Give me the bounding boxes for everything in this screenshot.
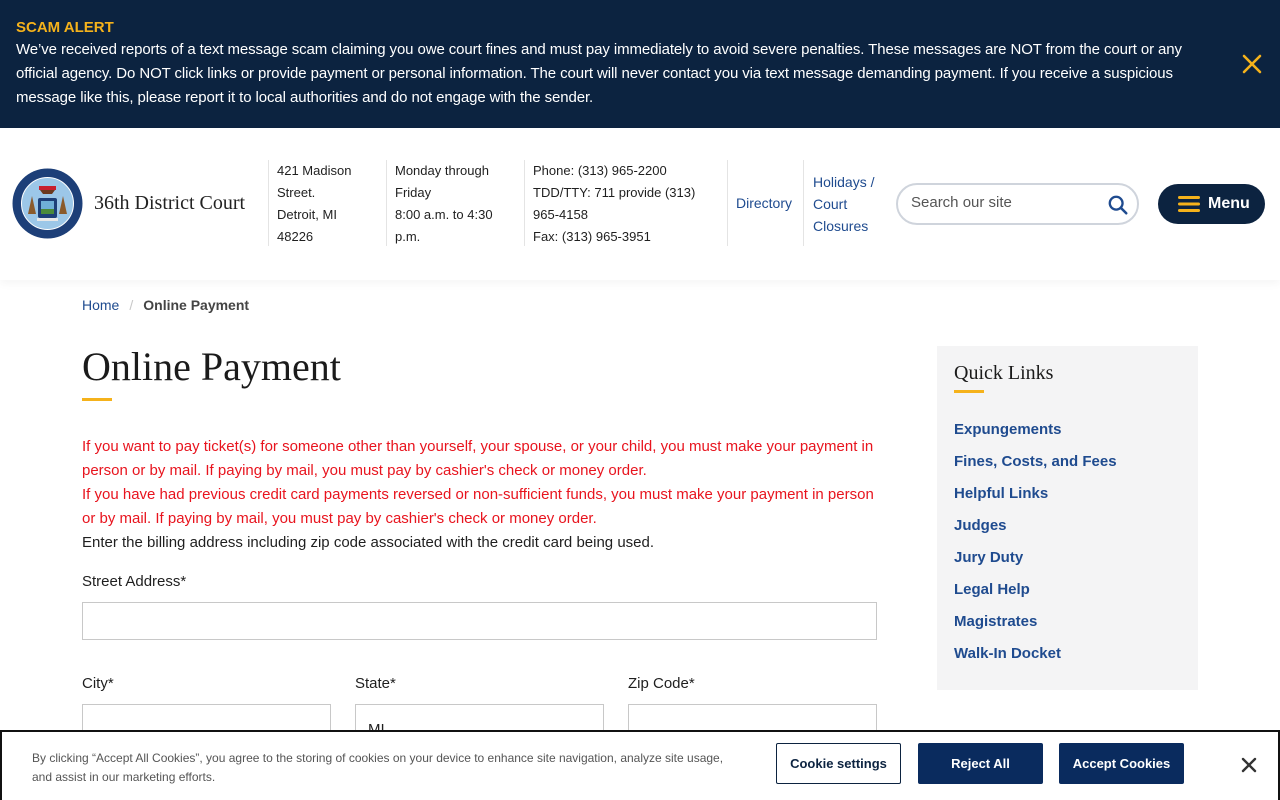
quick-link-magistrates[interactable]: Magistrates [954, 613, 1038, 630]
menu-label: Menu [1208, 195, 1250, 212]
breadcrumb-home[interactable]: Home [82, 297, 120, 313]
quick-link-helpful-links[interactable]: Helpful Links [954, 485, 1049, 502]
close-icon [1240, 52, 1264, 76]
reject-all-button[interactable]: Reject All [918, 743, 1043, 784]
address-line: Street. [277, 185, 316, 200]
cookie-consent-banner [0, 730, 1280, 800]
payment-notices [82, 435, 882, 555]
quick-link-expungements[interactable]: Expungements [954, 421, 1062, 438]
home-logo-link[interactable] [12, 168, 83, 239]
directory-col [727, 160, 803, 246]
hamburger-icon [1178, 195, 1200, 213]
link-text: Court [813, 196, 848, 212]
quick-links-panel [937, 346, 1198, 690]
quick-link-walk-in-docket[interactable]: Walk-In Docket [954, 645, 1061, 662]
cookie-text: By clicking “Accept All Cookies”, you agree to the storing of cookies on your device to enhance site navigation, analyze site usage, and assist in our marketing efforts. [32, 751, 724, 784]
hours-block [386, 160, 524, 246]
fax-line: Fax: (313) 965-3951 [533, 229, 651, 244]
street-address-input[interactable] [82, 602, 877, 640]
alert-title: SCAM ALERT [16, 19, 114, 36]
search-icon[interactable] [1107, 194, 1129, 216]
quick-link-fines-costs-fees[interactable]: Fines, Costs, and Fees [954, 453, 1117, 470]
holidays-closures-link[interactable] [813, 171, 883, 237]
quick-link-jury-duty[interactable]: Jury Duty [954, 549, 1024, 566]
quick-links-list [954, 418, 1117, 674]
link-text: Holidays / [813, 174, 875, 190]
menu-button[interactable] [1158, 184, 1265, 224]
page-title: Online Payment [82, 344, 341, 389]
alert-text: We’ve received reports of a text message scam claiming you owe court fines and must pay immediately to avoid severe penalties. These messages are NOT from the court or any official agency. Do NOT click links or provide payment or personal information. The court will never contact you via text message demanding payment. If you receive a suspicious message like this, please report it to local authorities and do not engage with the sender. [16, 41, 1182, 106]
address-line: 48226 [277, 229, 314, 244]
tty-line: 965-4158 [533, 207, 588, 222]
notice-third-party: If you want to pay ticket(s) for someone other than yourself, your spouse, or your child, you must make your payment in person or by mail. If paying by mail, you must pay by cashier's check or money order. [82, 438, 874, 479]
billing-instructions: Enter the billing address including zip code associated with the credit card being used. [82, 534, 655, 551]
breadcrumb-separator: / [129, 297, 134, 313]
site-header [0, 128, 1280, 280]
hours-line: Monday through [395, 163, 489, 178]
address-line: Detroit, MI [277, 207, 337, 222]
notice-reversed-payments: If you have had previous credit card payments reversed or non-sufficient funds, you must make your payment in person or by mail. If paying by mail, you must pay by cashier's check or money order. [82, 486, 874, 527]
zip-code-label: Zip Code* [628, 675, 695, 692]
state-label: State* [355, 675, 396, 692]
quick-link-legal-help[interactable]: Legal Help [954, 581, 1030, 598]
close-icon [1238, 754, 1260, 776]
court-seal-icon [12, 168, 83, 239]
title-underline [82, 398, 112, 401]
link-text: Closures [813, 218, 869, 234]
directory-link[interactable]: Directory [736, 195, 793, 211]
phone-line: Phone: (313) 965-2200 [533, 163, 667, 178]
hours-line: Friday [395, 185, 432, 200]
hours-line: p.m. [395, 229, 421, 244]
hours-line: 8:00 a.m. to 4:30 [395, 207, 493, 222]
scam-alert-banner [0, 0, 1280, 128]
cookie-close-button[interactable] [1238, 754, 1260, 776]
accept-cookies-button[interactable]: Accept Cookies [1059, 743, 1184, 784]
quick-links-title: Quick Links [954, 362, 1054, 384]
breadcrumb-current: Online Payment [143, 297, 250, 313]
address-block [268, 160, 386, 246]
city-label: City* [82, 675, 114, 692]
tty-line: TDD/TTY: 711 provide (313) [533, 185, 696, 200]
cookie-settings-button[interactable]: Cookie settings [776, 743, 901, 784]
site-name: 36th District Court [94, 192, 246, 214]
address-line: 421 Madison [277, 163, 352, 178]
street-address-label: Street Address* [82, 573, 187, 590]
contact-block [524, 160, 728, 246]
holidays-col [803, 160, 883, 246]
breadcrumb [82, 297, 249, 313]
quick-links-underline [954, 390, 984, 393]
search-box [896, 183, 1139, 225]
quick-link-judges[interactable]: Judges [954, 517, 1007, 534]
alert-close-button[interactable] [1240, 52, 1264, 76]
search-input[interactable] [911, 194, 1101, 211]
